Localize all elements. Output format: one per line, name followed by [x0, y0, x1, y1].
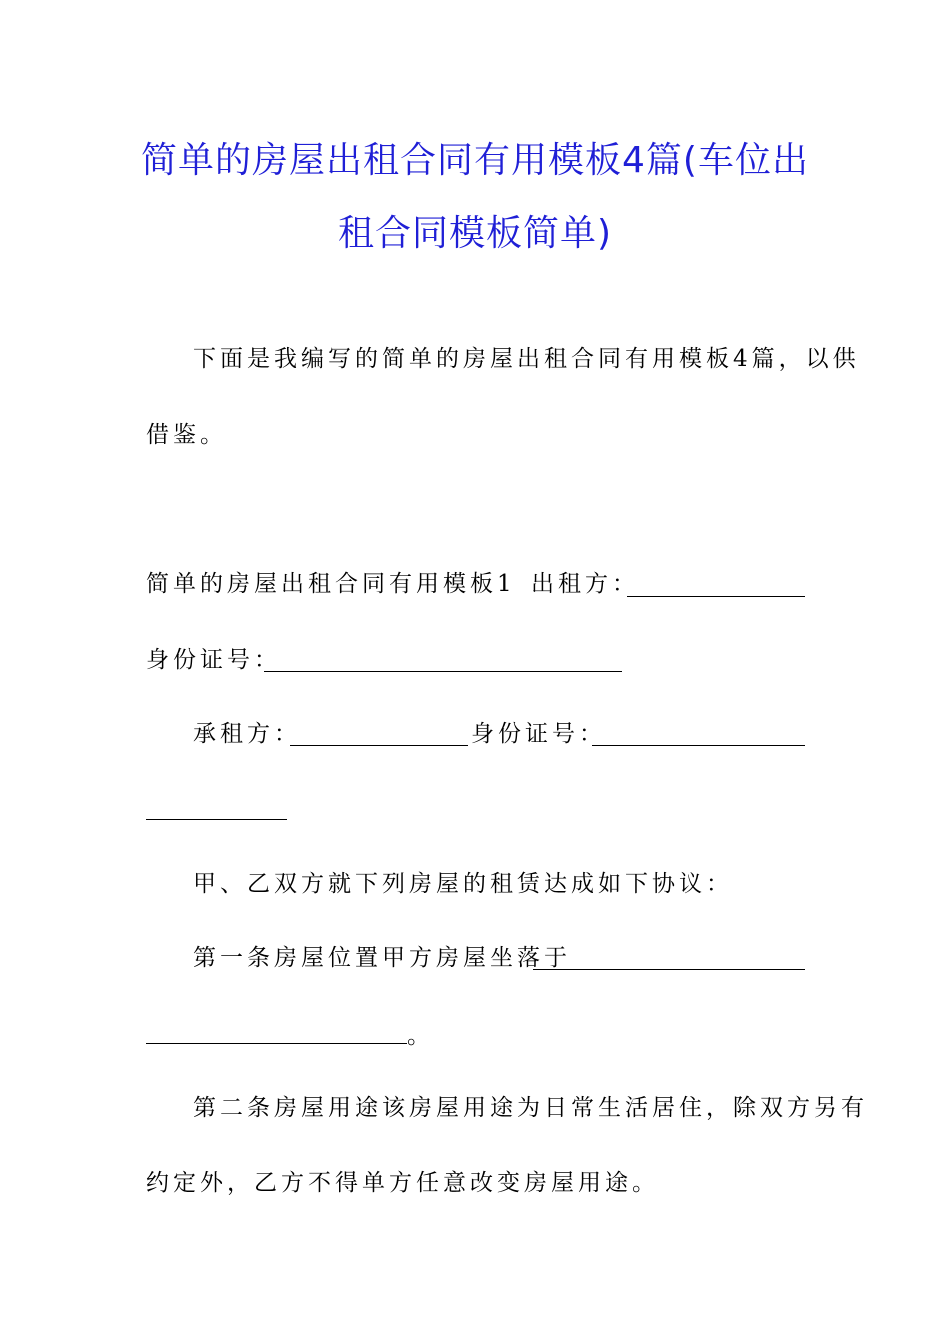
id-label-1: 身份证号：: [146, 647, 281, 673]
intro-line-1: 下面是我编写的简单的房屋出租合同有用模板4篇，以供: [193, 346, 860, 372]
article-2-line-1: 第二条房屋用途该房屋用途为日常生活居住，除双方另有: [193, 1095, 868, 1121]
id-blank-1: [264, 649, 622, 672]
lessor-blank: [627, 574, 805, 597]
article-1: 第一条房屋位置甲方房屋坐落于: [193, 945, 571, 971]
address-blank: [533, 947, 805, 970]
section-heading: 简单的房屋出租合同有用模板1: [146, 571, 516, 597]
id-blank-2: [592, 723, 805, 746]
document-title-line-1: 简单的房屋出租合同有用模板4篇(车位出: [141, 140, 809, 181]
lessee-blank: [290, 723, 468, 746]
id-label-2: 身份证号：: [471, 721, 606, 747]
article-1-end: 。: [407, 1023, 434, 1049]
intro-line-2: 借鉴。: [146, 422, 227, 448]
agreement-line: 甲、乙双方就下列房屋的租赁达成如下协议：: [193, 871, 733, 897]
id-blank-2-continued: [146, 797, 287, 820]
article-2-line-2: 约定外，乙方不得单方任意改变房屋用途。: [146, 1170, 659, 1196]
address-blank-continued: [146, 1021, 407, 1044]
lessee-label: 承租方：: [193, 721, 301, 747]
lessor-label: 出租方：: [531, 571, 639, 597]
document-title-line-2: 租合同模板简单): [337, 213, 613, 254]
